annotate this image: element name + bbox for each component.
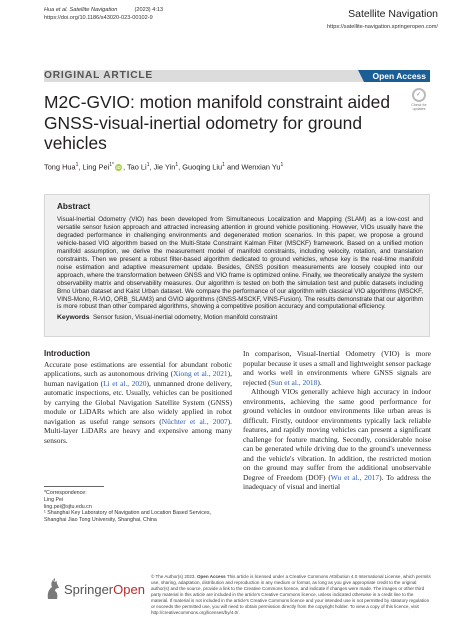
keywords-list: Sensor fusion, Visual-inertial odometry, Motion manifold constraint [92, 314, 278, 322]
springer-brand: Springer [64, 582, 114, 597]
citation: Hua et al. Satellite Navigation [44, 7, 118, 13]
article-title: M2C-GVIO: motion manifold constraint aided GNSS-visual-inertial odometry for ground vehicles [44, 92, 391, 153]
correspondence-footnote [44, 490, 232, 524]
crossmark-icon: ✓ [412, 88, 426, 102]
orcid-icon[interactable]: iD [116, 165, 121, 171]
running-header [44, 7, 163, 22]
author-affiliation: 1 [146, 162, 150, 168]
author-name[interactable]: Tao Li [126, 162, 147, 172]
author-name[interactable]: Wenxian Yu [241, 162, 281, 172]
abstract-box [44, 194, 430, 337]
springer-horse-icon [44, 578, 62, 600]
intro-paragraph-3: Although VIOs generally achieve high accuracy in indoor environments, achieving the same good performance for ground vehicles in outdoor environments like urban areas is difficult. Firstly, outdoor environments typically lack reliable features, and rapidly moving vehicles can present a significant challenge for feature matching. Secondly, considerable noise can be generated while driving due to the ground's unevenness and the vehicle's vibration. In addition, the restricted motion on the ground may suffer from the additional unobservable Degree of Freedom (DOF) (Wu et al., 2017). To address the inadequacy of visual and inertial [243, 387, 431, 491]
right-column [243, 349, 431, 492]
abstract-text: Visual-Inertial Odometry (VIO) has been developed from Simultaneous Localization and Mapping (SLAM) as a low-cost and versatile sensor fusion approach and attracted increasing attention in ground vehicle positioning. However, VIOs usually have the degraded performance in challenging environments and degenerated motion scenarios. In this paper, we propose a ground vehicle-based VIO algorithm based on the Multi-State Constraint Kalman Filter (MSCKF) framework. Based on a unified motion manifold assumption, we derive the measurement model of manifold constraints, including velocity, rotation, and translation constraints. Then we present a robust filter-based algorithm dedicated to ground vehicles, whose key is the real-time manifold noise estimation and adaptive measurement update. Besides, GNSS position measurements are loosely coupled into our approach, where the transformation between GNSS and VIO frame is optimized online. Finally, we theoretically analyze the system observability matrix and observability measures. Our algorithm is tested on both the simulation test and public datasets including Brno Urban dataset and Kaist Urban dataset. We compare the performance of our algorithm with classical VIO algorithms (MSCKF, VINS-Mono, R-VIO, ORB_SLAM3) and GVIO algorithms (GNSS-MSCKF, VINS-Fusion). The results demonstrate that our algorithm is more robust than other compared algorithms, showing a competitive position accuracy and computational efficiency. [57, 216, 423, 311]
citation-link[interactable]: Nüchter et al., 2007 [161, 416, 228, 426]
doi-link[interactable]: https://doi.org/10.1186/s43020-023-00102-9 [44, 14, 153, 21]
license-open-access: Open Access [196, 574, 226, 579]
citation-link[interactable]: Sun et al., 2018 [270, 377, 318, 387]
author-affiliation: 1 [175, 162, 179, 168]
journal-header [327, 8, 438, 30]
crossmark-button[interactable] [408, 88, 430, 114]
author-name[interactable]: Guoqing Liu [182, 162, 223, 172]
section-heading-introduction: Introduction [44, 349, 91, 358]
footnote-line: *Correspondence: [44, 490, 87, 496]
author-affiliation: 1 [280, 162, 284, 168]
intro-paragraph-1: Accurate pose estimations are essential for abundant robotic applications, such as autonomous driving (Xiong et al., 2021), human navigation (Li et al., 2020), unmanned drone delivery, automatic inspections, etc. Usually, vehicles can be positioned by carrying the Global Navigation Satellite System (GNSS) module or LiDARs which are also widely applied in robot navigation as useful range sensors (Nüchter et al., 2007). Multi-layer LiDARs are heavy and expensive among many sensors. [44, 359, 232, 445]
citation-link[interactable]: Xiong et al., 2021 [173, 369, 228, 378]
article-type: ORIGINAL ARTICLE [44, 70, 154, 81]
footnote-rule [44, 486, 104, 487]
author-name[interactable]: Jie Yin [153, 162, 176, 172]
license-body: This article is licensed under a Creative Commons Attribution 4.0 International License, which permits use, sharing, adaptation, distribution and reproduction in any medium or format, as long as you give appropriate credit to the original author(s) and the source, provide a link to the Creative Commons licence, and indicate if changes were made. The images or other third party material in this article are included in the article's Creative Commons licence, unless indicated otherwise in a credit line to the material. If material is not included in the article's Creative Commons licence and your intended use is not permitted by statutory regulation or exceeds the permitted use, you will need to obtain permission directly from the copyright holder. To view a copy of this licence, visit http://creativecommons.org/licenses/by/4.0/. [151, 574, 431, 616]
article-type-bar [44, 70, 430, 82]
springer-wordmark [64, 582, 145, 597]
license-text [151, 574, 431, 616]
footnote-line: Ling Pei [44, 496, 64, 503]
citation-link[interactable]: Wu et al., 2017 [330, 472, 380, 482]
intro-paragraph-2: In comparison, Visual-Inertial Odometry (VIO) is more popular because it uses a small and lightweight sensor package and works well in environments where GNSS signals are rejected (Sun et al., 2018). [243, 349, 431, 387]
citation-link[interactable]: Li et al., 2020 [103, 378, 147, 388]
author-name[interactable]: Ling Pei [82, 162, 110, 172]
footnote-email[interactable]: ling.pei@sjtu.edu.cn [44, 503, 92, 510]
footnote-line: Shanghai Jiao Tong University, Shanghai, China [44, 517, 157, 524]
author-affiliation: 1 [222, 162, 225, 168]
author-affiliation: 1 [75, 162, 79, 168]
abstract-heading: Abstract [57, 202, 91, 211]
springer-open-logo [44, 578, 154, 602]
journal-url[interactable]: https://satellite-navigation.springeropen.com/ [326, 24, 438, 30]
author-name[interactable]: Tong Hua [44, 162, 76, 172]
year-volume: (2023) 4:13 [134, 7, 164, 13]
left-column [44, 349, 232, 445]
keywords [57, 314, 423, 321]
keywords-label: Keywords [57, 314, 90, 322]
copyright-line: © The Author(s) 2023. [151, 574, 196, 579]
author-list: Tong Hua$^1$, Ling Pei$^{1*}$ iD , Tao Li$^1$, Jie Yin$^1$, Guoqing Liu$^1$ and Wenxian Yu$^1$ [44, 162, 284, 172]
journal-name: Satellite Navigation [348, 8, 438, 20]
springer-brand-suffix: Open [113, 582, 145, 597]
crossmark-label: Check for updates [411, 103, 427, 111]
open-access-badge: Open Access [364, 70, 430, 82]
author-affiliation: 1* [109, 162, 114, 168]
footnote-line: ¹ Shanghai Key Laboratory of Navigation and Location Based Services, [44, 510, 211, 517]
